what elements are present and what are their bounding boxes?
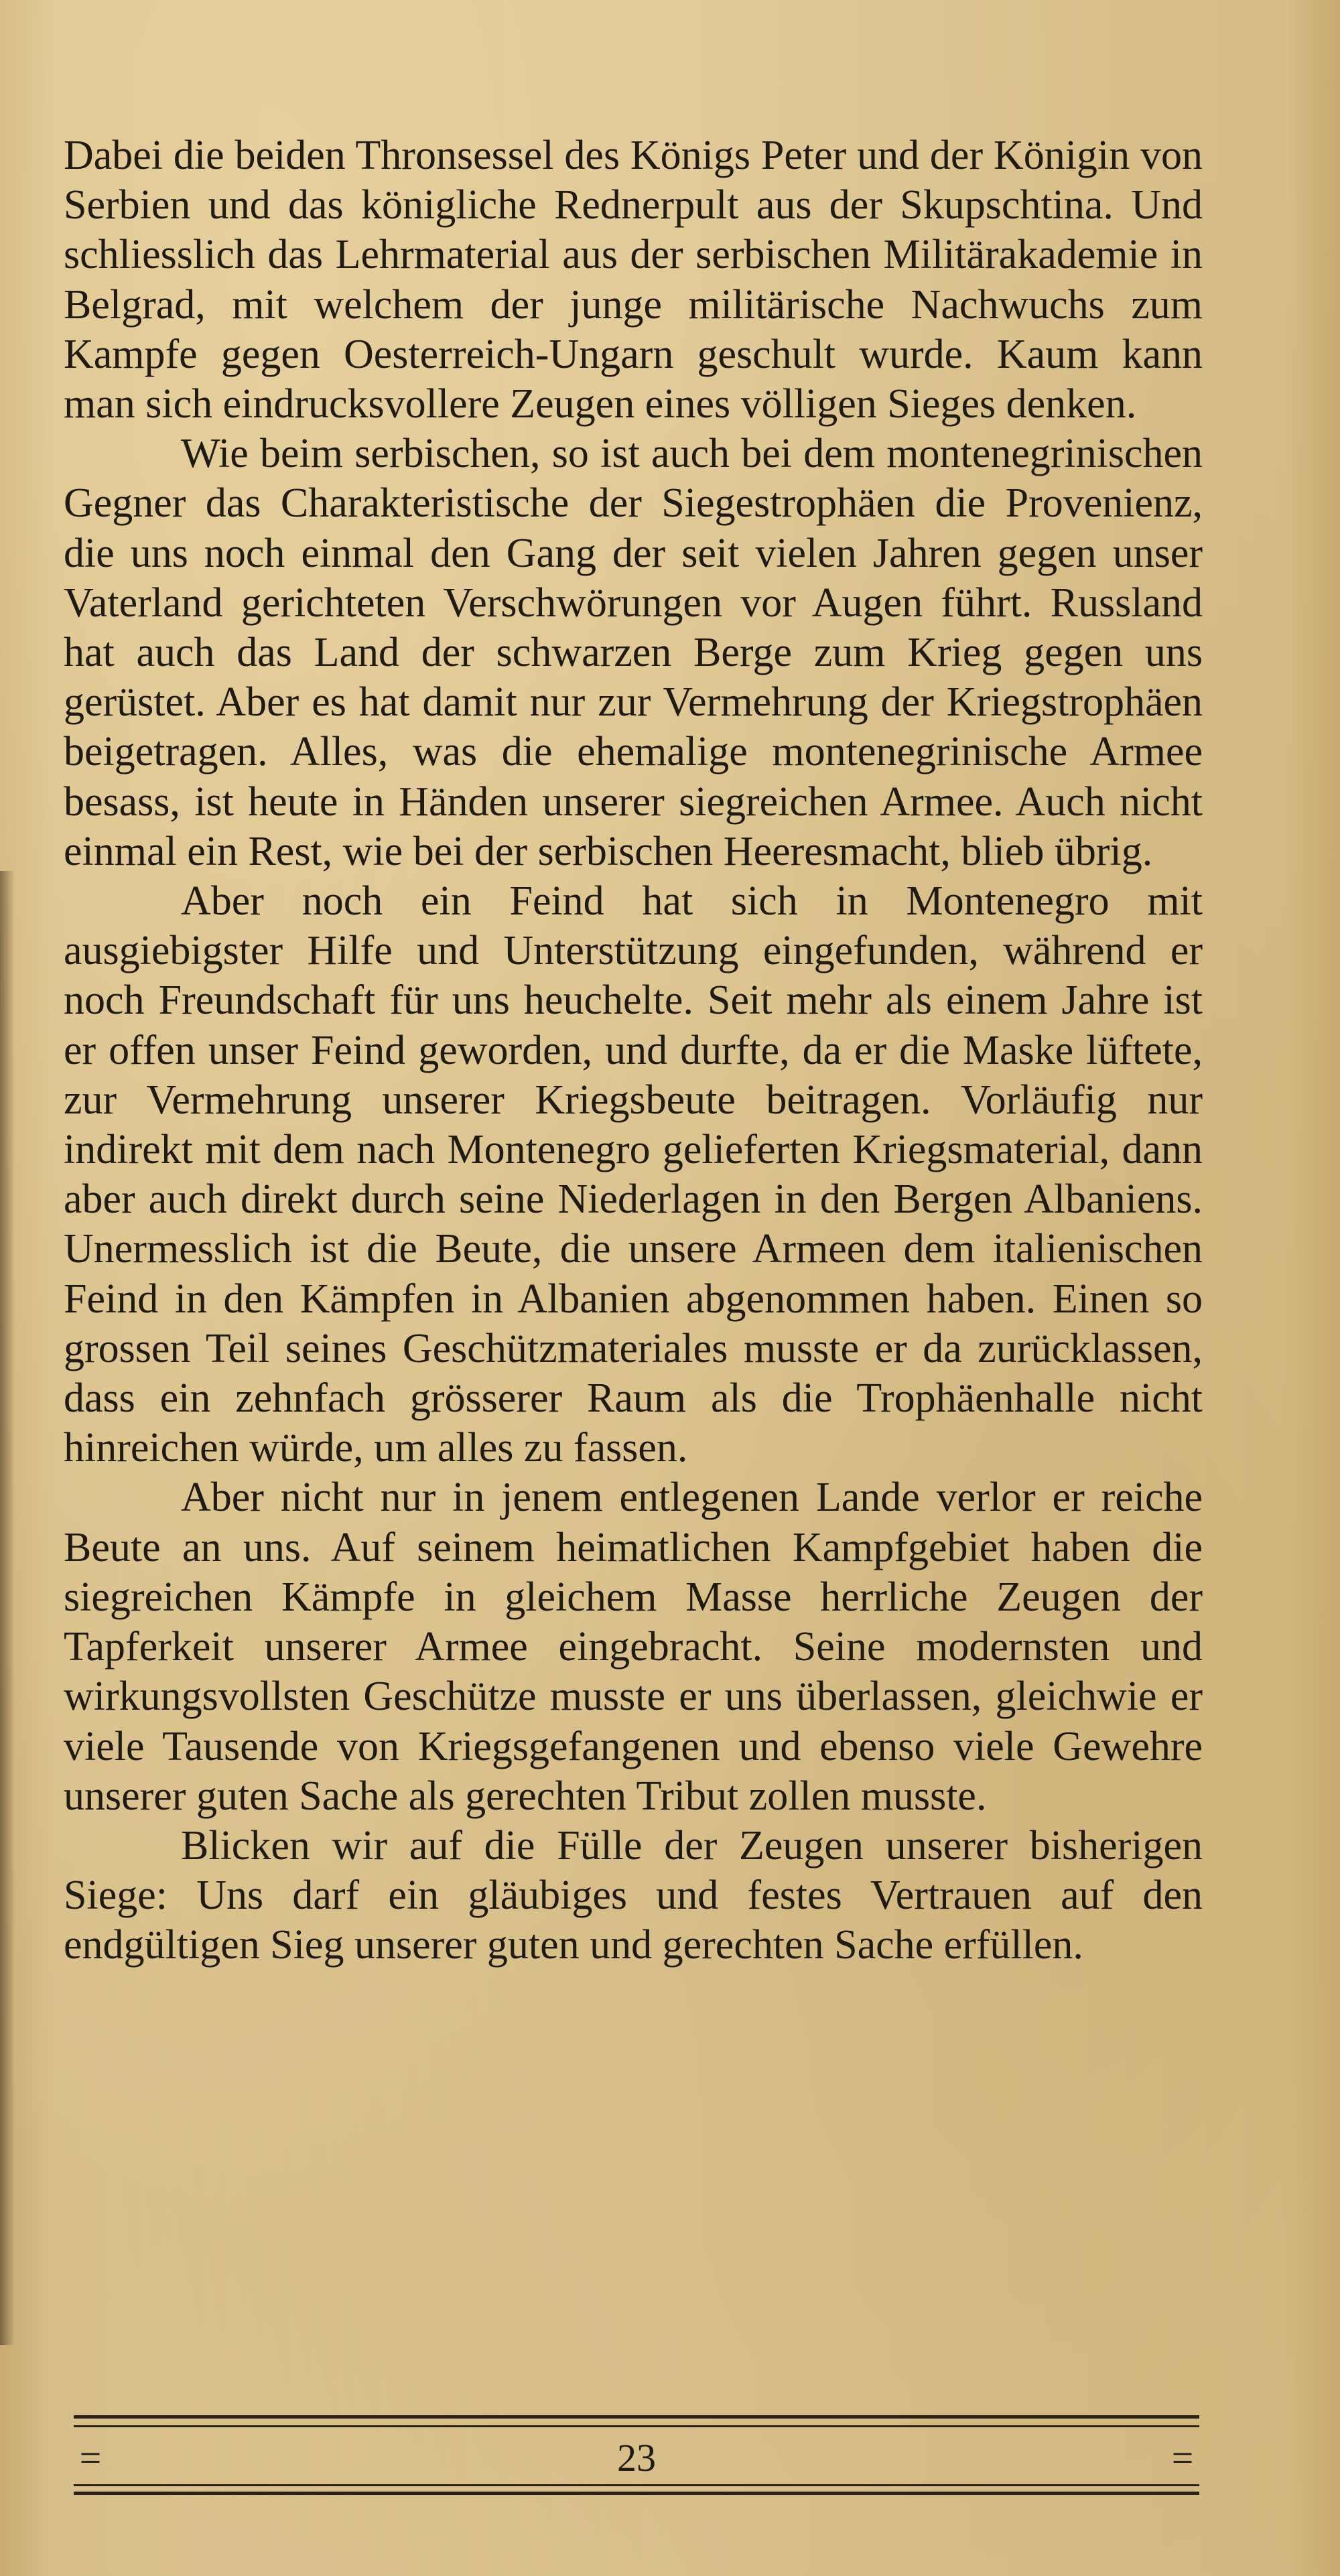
paragraph-2: Wie beim serbischen, so ist auch bei dem montenegrinischen Gegner das Charakteristische der Siegestrophäen die Provenienz, die uns noch einmal den Gang der seit vielen Jahren gegen unser Vaterland gerichteten Verschwörungen vor Augen führt. Russland hat auch das Land der schwarzen Berge zum Krieg gegen uns gerüstet. Aber es hat damit nur zur Vermehrung der Kriegstrophäen beigetragen. Alles, was die ehemalige montenegrinische Armee besass, ist heute in Händen unserer siegreichen Armee. Auch nicht einmal ein Rest, wie bei der serbischen Heeresmacht, blieb übrig. <box>64 431 1203 874</box>
footer-rule-bottom-thick <box>74 2492 1199 2495</box>
footer-right-mark: = <box>1171 2435 1194 2480</box>
paragraph-4: Aber nicht nur in jenem entlegenen Lande verlor er reiche Beute an uns. Auf seinem heimatlichen Kampfgebiet haben die siegreichen Kämpfe in gleichem Masse herrliche Zeugen der Tapferkeit unserer Armee eingebracht. Seine modernsten und wirkungsvollsten Geschütze musste er uns überlassen, gleichwie er viele Tausende von Kriegsgefangenen und ebenso viele Gewehre unserer guten Sache als gerechten Tribut zollen musste. <box>64 1475 1203 1819</box>
body-text <box>64 131 1203 1970</box>
footer-rule-bottom-thin <box>74 2484 1199 2486</box>
paragraph-1: Dabei die beiden Thronsessel des Königs Peter und der Königin von Serbien und das königliche Rednerpult aus der Skupschtina. Und schliesslich das Lehrmaterial aus der serbischen Militärakademie in Belgrad, mit welchem der junge militärische Nachwuchs zum Kampfe gegen Oesterreich-Ungarn geschult wurde. Kaum kann man sich eindrucksvollere Zeugen eines völligen Sieges denken. <box>64 133 1203 427</box>
footer-rule-top-thick <box>74 2415 1199 2419</box>
footer-left-mark: = <box>79 2435 102 2480</box>
paragraph-5: Blicken wir auf die Fülle der Zeugen unserer bisherigen Siege: Uns darf ein gläubiges und festes Vertrauen auf den endgültigen Sieg unserer guten und gerechten Sache erfüllen. <box>64 1822 1203 1968</box>
footer-rule-top-thin <box>74 2425 1199 2427</box>
paragraph-3: Aber noch ein Feind hat sich in Montenegro mit ausgiebigster Hilfe und Unterstützung eingefunden, während er noch Freundschaft für uns heuchelte. Seit mehr als einem Jahre ist er offen unser Feind geworden, und durfte, da er die Maske lüftete, zur Vermehrung unserer Kriegsbeute beitragen. Vorläufig nur indirekt mit dem nach Montenegro gelieferten Kriegsmaterial, dann aber auch direkt durch seine Niederlagen in den Bergen Albaniens. Unermesslich ist die Beute, die unsere Armeen dem italienischen Feind in den Kämpfen in Albanien abgenommen haben. Einen so grossen Teil seines Geschützmateriales musste er da zurücklassen, dass ein zehnfach grösserer Raum als die Trophäenhalle nicht hinreichen würde, um alles zu fassen. <box>64 878 1203 1471</box>
page-number: 23 <box>617 2435 656 2480</box>
page-footer <box>74 2415 1199 2502</box>
footer-row <box>74 2434 1199 2481</box>
binding-shadow <box>0 871 15 2345</box>
